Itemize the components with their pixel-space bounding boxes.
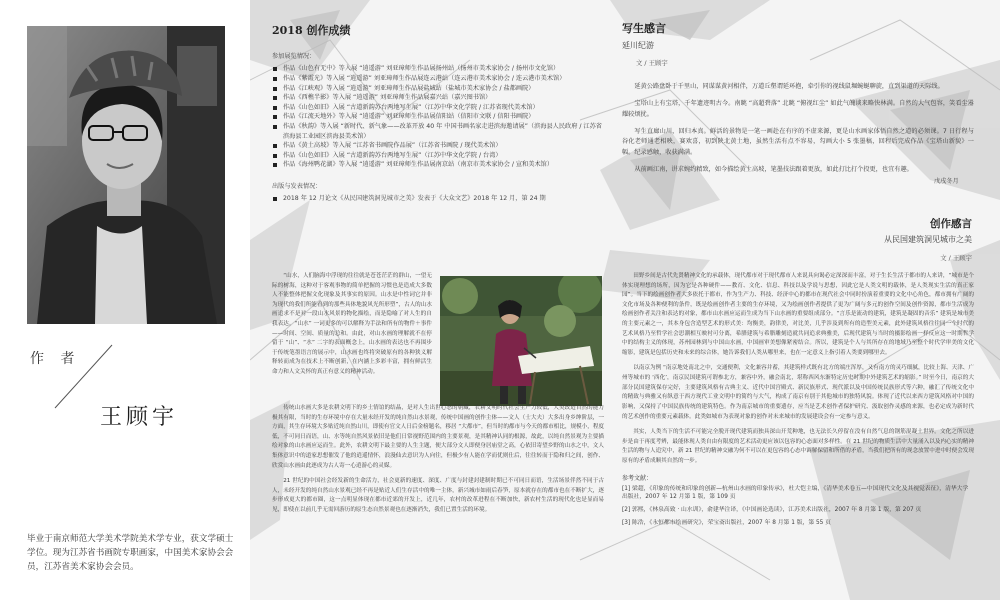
exhibitions-label: 参加展览情况： [272,53,316,60]
exhibition-list [272,64,604,170]
publication-item: 2018 年 12 月论文《从民国建筑洞见城市之美》发表于《大众文艺》2018 年 12 月，第 24 期 [272,194,604,203]
sketch-subtitle: 延川纪游 [622,41,654,50]
paragraph: 延黄公路盘卧于千里山，同谋谋黄河相伴，万道丘壑谓延环抱，牵引你的视线鼠堀蜿蜒聊旋，直到渠道的天际线。 [634,83,944,90]
paragraph: 从前画江南，讲求婉约精致，如今描绘黄土高坡，笔墨技法跟着更放，如此打比打个投更，也宜有趣。 [634,166,913,174]
artist-painting-image [440,276,602,406]
creation-heading [884,216,972,262]
list-item: 作品《江峡观》等入展 “逍遥游” 刘亚璋师生作品展盐城站（盐城市美术家协会 / 盐都画院） [272,84,604,94]
paragraph: “山水，人们脑海中浮现的往往就是苍苍茫茫的群山，一望无际的树海，这种对于客观事物的简单把握的习惯也是造成大多数人不能整体把握文化现象及其事实的原因。山水是中性词它并非为现代的我们所能看到的那些具体地貌风光所形塑”，古人的山水画追求不是对一段山水风景的物化描绘，而是隐喻了对人生的自我表达。“山水” 一词更多的可以解释为手法和所有的物件＋事件——时间、空间、质量的总和。由此，对山水画的理解就不在停留于 “山”、“水” 二字的表面概念上，山水画的表达也不再围步于传统笔墨语言的展示中，山水画也终将突破原有的各种狭义解释转而成为在技术上不断创新，在内涵上多彩丰富，拥有鲜活生命力和人文关怀的真正有意义的精神活动。 [272,273,432,376]
author-label: 作 者 [30,351,81,367]
sketch-heading [622,20,712,51]
sketch-title: 写生感言 [622,22,666,35]
creation-title: 创作感言 [930,218,972,230]
painting-photo [440,276,602,406]
essay-column-right [622,272,974,531]
reference-item: [3] 陈浩，《永恒都市绘画研究》，荣宝斋出版社，2007 年 8 月第 1 版，第 55 页 [622,519,831,526]
author-column [0,0,250,600]
list-item: 作品《海州鸭花湖》等入展 “逍遥游” 刘亚璋师生作品展南京站（南京市美术家协会 / 宣和美术馆） [272,160,604,170]
sketch-byline: 文 / 王顾宇 [636,59,668,67]
paragraph: 田野乡间是古代先贤精神文化的承载体，现代都市对于现代都市人来说具向谒必定深深而丰富，对于生长生活于都市的人来讲，“城市是个体实现理想的场所，因为它是各种硬件——教育、文化、信息、科技以及学说与思想，因此它是人类文明的载体，是人类现实生活的真正家园”。当下的绘画创作者大多依托于都市，作为生产力、科技、经济中心的都市在现代社会中同时扮演着重要的文化中心角色，都市拥有广阔的文化市场及各种便利的条件，既是绘画创作者主要的生存环境，又为绘画创作者提供了更为广阔与多元的创作空间及创作资源，都市生活成为绘画创作者关注和表达的对象，都市山水画应运而生成为当下山水画的重要组成部分。“言乐是流动的建筑，建筑是凝固的音乐” 建筑是城市美的主要元素之一，其本身包含造型艺术的形式美：均衡美，韵律美，对比美，几乎涉及到所有的造型美元素，此外建筑风格往往同一个时代的艺术风格乃至哲学社会思潮相互映衬可分离，希腊建筑与希腊雕刻造就共同追求典雅美，后现代建筑与当时的摄影绘画一样反应这一时期哲学中的结构主义的体现，苏州园林到与中国山水画，中国画审美想像紧密结合。所以，建筑是个人与其所存在的地域乃至整个时代学审美的文化缩影，建筑是包括历史和未来的综合体，她告诉我们人类从哪里来，也在一定意义上指引着人类要到哪里去。 [622,273,974,356]
achievements-title: 2018 创作成绩 [272,24,351,37]
list-item: 作品《山色如旧》入展 “古道新韵苏台两地写生展”（江苏中华文化学院 / 江苏省现代美术馆） [272,103,604,113]
paragraph: 宝塔山上有宝塔，千年遗迹明古今。南眺 “高超碧落” 北眺 “俯视红尘” 如此气魄谈来略快林满。自然的大气包容，笑看尘嚣耀较烦扰。 [622,99,974,118]
creation-subtitle: 从民国建筑洞见城市之美 [884,235,972,244]
reference-item: [1] 梁超，《印象的传统和印象的创新—杭州山水画的印象传承》，杜大恺主编，《清华美术卷五—中国现代文化及其视觉表征》，清华大学出版社，2007 年 12 月第 1 版，第 109 页 [622,485,969,501]
list-item: 作品《秋韵》等入展 “新时代、新气象——改革开放 40 年 中国书画名家走进滨海邀请展”（滨海县人民政府 / 江苏省滨海县工业园区滨海县美术馆） [272,122,604,141]
paragraph: 21 世纪的中国社会经发新的生命活力，社会更新的速度、深度、广度与封建封建制时期已不可同日而语，生活场景伴然不同于古人，未经开发的纯自然山水景观已经不再是贴近人们生存活中的唯一主体，新兴城市如雨后春笋，原本就存在的都市也在不断扩大，逐步形成更大的都市圈，这一点明显体现在都市近郊的开发上，近几年，农村的改革进程在不断加快，新农村生活的现代化也是显而易见，即使在以前几乎无需回游历的原生态自然景观也在逐渐消失，我们已置生活的环境。 [272,478,604,514]
sketch-date: 戊戌冬月 [934,178,959,185]
list-item: 作品《西樵半影》等入展 “逍遥游” 刘亚璋师生作品展嘉兴站（嘉兴图书馆） [272,93,604,103]
list-item: 作品《山色有无中》等入展 “逍遥游” 刘亚璋师生作品展扬州站（扬州市美术家协会 / 扬州市文化馆） [272,64,604,74]
author-name: 王顾宇 [100,405,179,430]
sketch-body [622,82,974,182]
essay-column-left [272,272,432,384]
list-item: 作品《紫霞光》等入展 “逍遥游” 刘亚璋师生作品展连云港站（连云港市美术家协会 / 连云港市美术馆） [272,74,604,84]
list-item: 作品《黄土高坡》等入展 “江苏省书画院作品展”（江苏省书画院 / 现代美术馆） [272,141,604,151]
essay-column-middle [272,404,604,522]
author-bio: 毕业于南京师范大学美术学院美术学专业，获文学硕士学位。现为江苏省书画院专职画家，中国美术家协会会员，江苏省美术家协会会员。 [27,534,234,573]
paragraph: 以南京为例 “南京地处南北之中，交通便利，文化兼容并蓄，其建筑样式既有北方的端庄浑厚，又有南方的灵巧细腻，比较上海、天津、广州等城市的 ‘西化’，南京民国建筑可谓参北方，兼容中外，融会南北，堪称西风东渐特定历史时期中外建筑艺术的缩影。” 时至今日，南京的大部分民国建筑保存完好，主要建筑风格有古典主义、近代中国宫殿式、新民族形式、现代派以及中国传统民族形式等六种，融汇了传统文化中的精致与典雅又有纵意于西方现代工业文明中的简约与大气，构成了南京有别于其他城市的独特风貌。体现了近代以来西方建筑风格对中国的影响，又保持了中国民族传统的建筑特色。作为南京城市的重要遗存，应当是艺术创作者保护研究、汲取创作灵感的来源，也必定成为新时代的艺术创作的重要元素载体。此类如城市为表现对象的创作对未来城市的发展建设会有一定参与意义。 [622,365,974,420]
paragraph: 写生直廊山川，回归本真。鲜活的景物是一笔一画赴在有序的不虚来源，更是山水画家体悟自然之道的必须课。7 日行程与谷化老师通老相映，赛欢喜，初到陕北黄土地，虽然生活有点不容易，勾画大小 5 张墨稿，回程后完成作品《宝塔山新貌》一幅。纪录感触，收获满满。 [622,127,974,157]
achievements-panel [272,22,604,252]
paragraph: 传统山水画大多是农耕文明下的乡土情谊的结晶，是对人生出世心态的朝藏，农耕文明时代社会生产力较低，人类改造自然的能力极其有限，当时的生存环境中存在大量未经开发的纯自然山水景观，传统中国画的创作主体——文人（士大夫）大多出身乡绅阶层，一方面，其生存环境大多贴近纯自然山川，即使有官文人日后金榜题名，移居 “大都市”，但当时的都市与今天的都市相比，规模小，程度低，不可同日而语，山、水等纯自然风景依旧是他们日常视野范围内的主要景观，是其精神认同的根源，故此，以纯自然景观为主要描绘对象的山水画应运而生。此外，农耕文明下最主要的人生主题，便大部分文人即便身居庙堂之高，心依旧寄望乡野的山水之中，文人集体意识中的道家思想催发了他的逍遥情怀，浪漫仙去意识为人向往，但极少有人能在学而优则仕后，往往转而于隐和归之间，创作、欣赏山水画由此逐成为古人寄一心逍游心的灵媒。 [272,405,605,469]
publications-label: 出版与发表情况： [272,183,322,190]
references-title: 参考文献： [622,474,653,482]
creation-byline: 文 / 王顾宇 [940,254,972,262]
paragraph: 其实，人类当下的生活不可能完全脱开现代建筑而独具深山开荒种地，也无法长久停留在没有自然气息的钢筋混凝土世界。文化之所以进步是由于再度考辨，最能体现人类自由有限度的艺术活动更应该以包容的心态面对多样性。在 21 世纪的物质生活中大量涌入以及内心实的精神生活的物与人追究中，新 21 世纪的精神交融为何不可以在更包容的心态中调解保留和所借的矛盾，当我们把所有的现念放置中进中时便会发现原有的矛盾成顺其自然的一步。 [622,429,974,464]
reference-item: [2] 郭熙，《林泉高致 · 山水训》，俞建华注译，《中国画论选读》，江苏美术出版社，2007 年 8 月第 1 版，第 207 页 [622,506,922,513]
list-item: 作品《江流天地外》等入展 “逍遥游” 刘亚璋师生作品展信阳站（信阳市文联 / 信阳书画院） [272,112,604,122]
decorative-divider [0,0,250,420]
list-item: 作品《山色如旧》入展 “古道新韵苏台两地写生展”（江苏中华文化学院 / 台湾） [272,151,604,161]
